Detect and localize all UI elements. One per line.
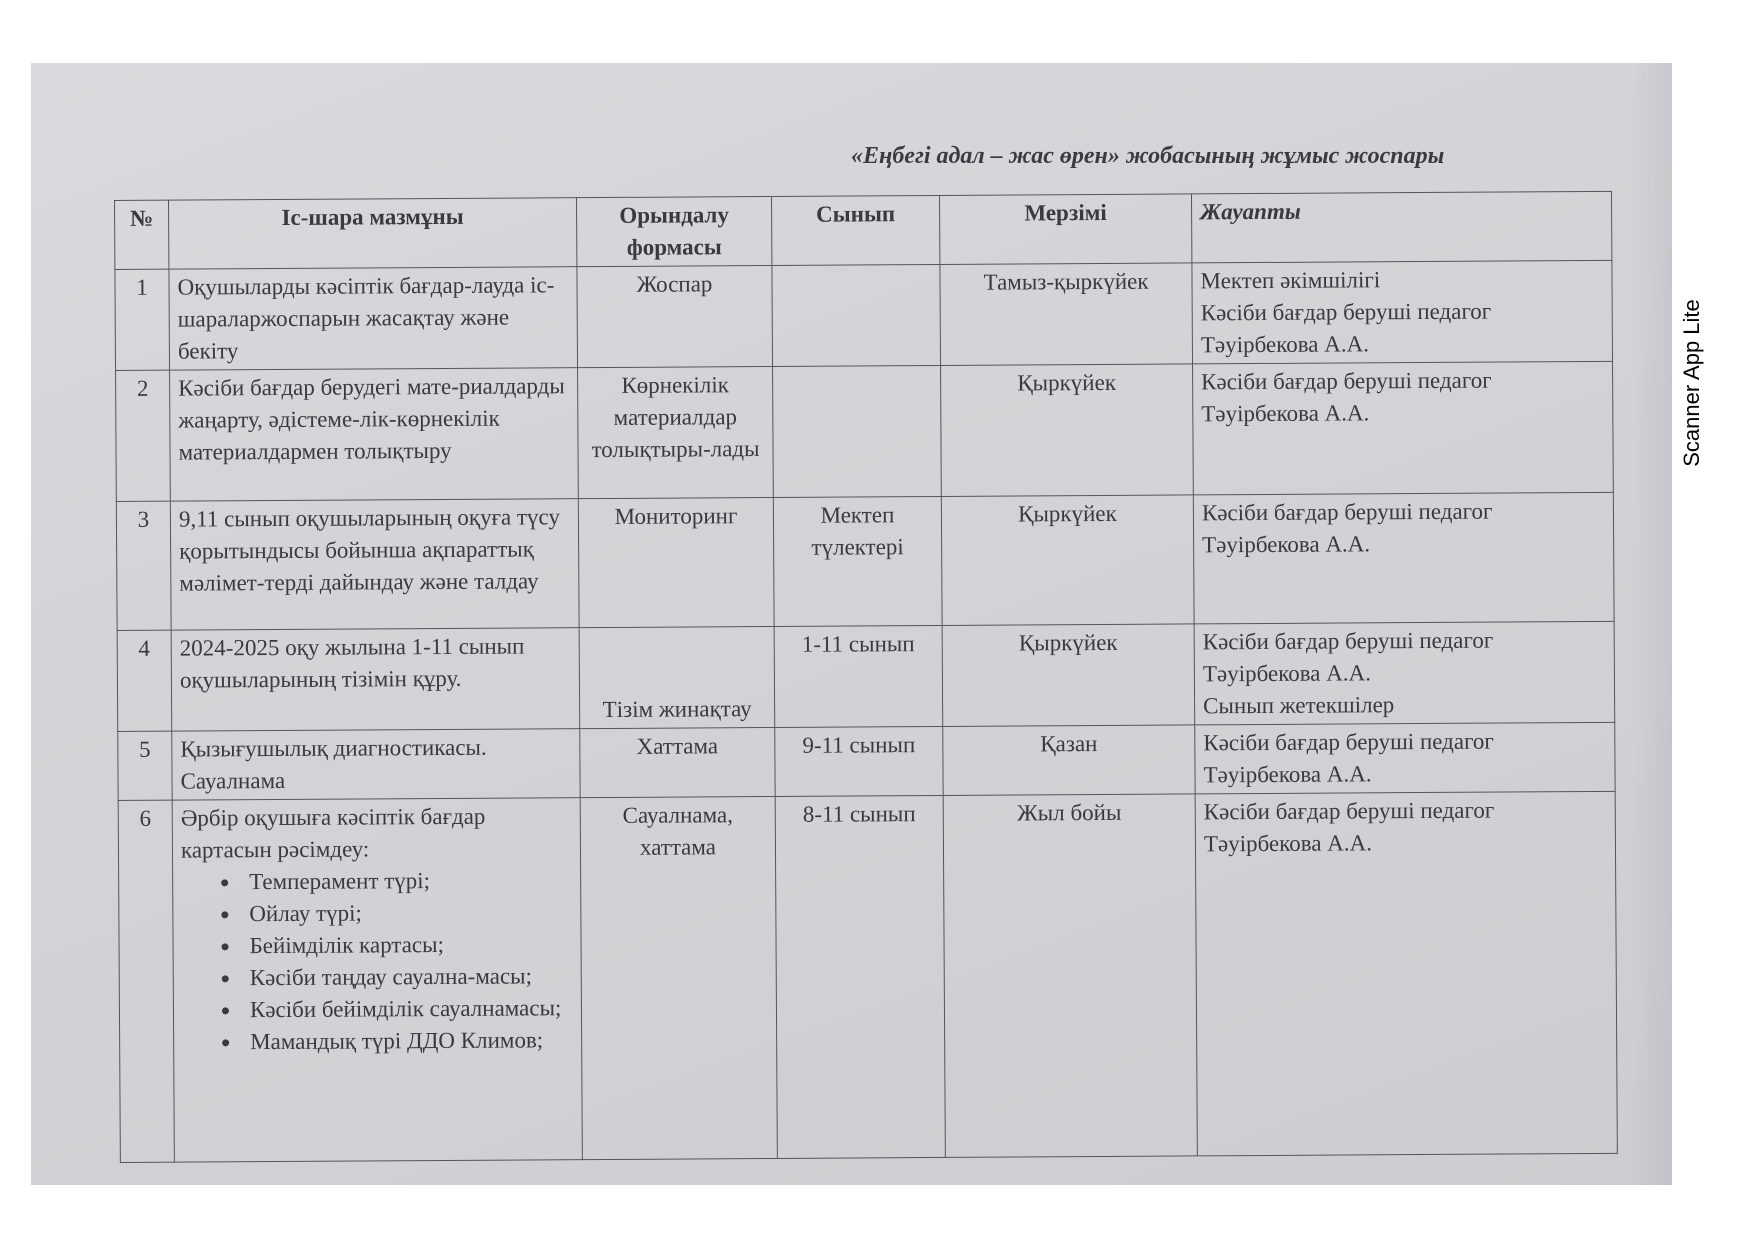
row-form: Жоспар: [577, 265, 773, 367]
row-num: 4: [117, 630, 172, 731]
table-row: [118, 722, 1615, 800]
responsible-line: Кәсіби бағдар беруші педагог: [1200, 298, 1492, 326]
row-form: Тізім жинақтау: [579, 626, 775, 728]
row-num: 6: [118, 800, 174, 1162]
responsible-line: Тәуірбекова А.А.: [1203, 830, 1373, 857]
row-term: Қазан: [943, 725, 1195, 796]
row-responsible: [1193, 361, 1614, 495]
row-form: Сауалнама, хаттама: [580, 796, 777, 1159]
responsible-line: Тәуірбекова А.А.: [1201, 400, 1370, 427]
responsible-line: Мектеп әкімшілігі: [1200, 267, 1381, 294]
row-grade: 9-11 сынып: [775, 726, 943, 796]
row-grade: Мектеп түлектері: [773, 496, 942, 626]
row-term: Қыркүйек: [941, 364, 1194, 497]
row-content: Қызығушылық диагностикасы. Сауалнама: [172, 729, 580, 800]
list-item: • Кәсіби таңдау сауална-масы;: [242, 960, 573, 994]
list-item: • Темперамент түрі;: [241, 864, 572, 898]
header-form: Орындалу формасы: [576, 196, 771, 266]
list-item: • Ойлау түрі;: [241, 896, 572, 930]
responsible-line: Тәуірбекова А.А.: [1200, 331, 1369, 358]
table-row: [116, 361, 1614, 501]
row-responsible: [1192, 260, 1613, 364]
row-num: 2: [116, 370, 171, 501]
row-grade: [773, 365, 942, 497]
row-content: [172, 798, 582, 1162]
responsible-line: Кәсіби бағдар беруші педагог: [1201, 367, 1492, 395]
table-row: [115, 260, 1613, 370]
responsible-line: Тәуірбекова А.А.: [1202, 660, 1371, 687]
header-responsible: Жауапты: [1191, 191, 1611, 263]
responsible-line: Кәсіби бағдар беруші педагог: [1202, 627, 1494, 655]
row-form: Мониторинг: [578, 497, 774, 627]
header-content: Іс-шара мазмұны: [169, 198, 577, 269]
responsible-line: Кәсіби бағдар беруші педагог: [1201, 498, 1493, 526]
document-title: «Еңбегі адал – жас өрен» жобасының жұмыс жоспары: [851, 143, 1445, 169]
header-num: №: [115, 200, 169, 269]
list-item: • Мамандық түрі ДДО Климов;: [242, 1024, 573, 1058]
row-content: Кәсіби бағдар берудегі мате-риалдарды жаңарту, әдістеме-лік-көрнекілік материалдармен толықтыру: [170, 368, 579, 501]
row-responsible: [1195, 722, 1615, 794]
scanned-sheet: [31, 63, 1672, 1185]
scanner-app-watermark: Scanner App Lite: [1679, 299, 1704, 467]
row-grade: 8-11 сынып: [775, 795, 945, 1158]
row-content: Оқушыларды кәсіптік бағдар-лауда іс-шараларжоспарын жасақтау және бекіту: [169, 267, 578, 370]
row-content: 9,11 сынып оқушыларының оқуға түсу қорытындысы бойынша ақпараттық мәлімет-терді дайындау және талдау: [170, 499, 579, 630]
row-responsible: [1193, 492, 1614, 624]
responsible-line: Кәсіби бағдар беруші педагог: [1203, 728, 1494, 756]
row-term: Қыркүйек: [942, 624, 1195, 727]
table-header-row: [115, 191, 1612, 269]
responsible-line: Тәуірбекова А.А.: [1203, 761, 1372, 788]
table-row: [117, 621, 1615, 731]
row-form: Көрнекілік материалдар толықтыры-лады: [578, 366, 774, 498]
row-term: Қыркүйек: [941, 495, 1194, 626]
list-item: • Бейімділік картасы;: [241, 928, 572, 962]
row-content-intro: Әрбір оқушыға кәсіптік бағдар картасын рәсімдеу:: [180, 803, 486, 863]
row-term: Тамыз-қыркүйек: [940, 263, 1193, 366]
row-num: 1: [115, 269, 170, 370]
row-form: Хаттама: [580, 727, 775, 797]
row-num: 5: [118, 731, 172, 800]
row-grade: [772, 264, 941, 366]
work-plan-table: [114, 191, 1618, 1163]
responsible-line: Кәсіби бағдар беруші педагог: [1203, 797, 1495, 825]
row-responsible: [1195, 791, 1617, 1156]
header-term: Мерзімі: [939, 194, 1191, 265]
row-num: 3: [116, 501, 171, 630]
table-row: [118, 791, 1617, 1162]
diagnostics-list: [181, 864, 573, 1058]
row-term: Жыл бойы: [943, 794, 1197, 1158]
row-content: 2024-2025 оқу жылына 1-11 сынып оқушыларының тізімін құру.: [171, 628, 580, 731]
header-grade: Сынып: [771, 195, 939, 265]
row-grade: 1-11 сынып: [774, 625, 943, 727]
list-item: • Кәсіби бейімділік сауалнамасы;: [242, 992, 573, 1026]
row-responsible: [1194, 621, 1615, 725]
responsible-line: Тәуірбекова А.А.: [1202, 531, 1371, 558]
table-row: [116, 492, 1614, 630]
responsible-line: Сынып жетекшілер: [1203, 692, 1395, 719]
